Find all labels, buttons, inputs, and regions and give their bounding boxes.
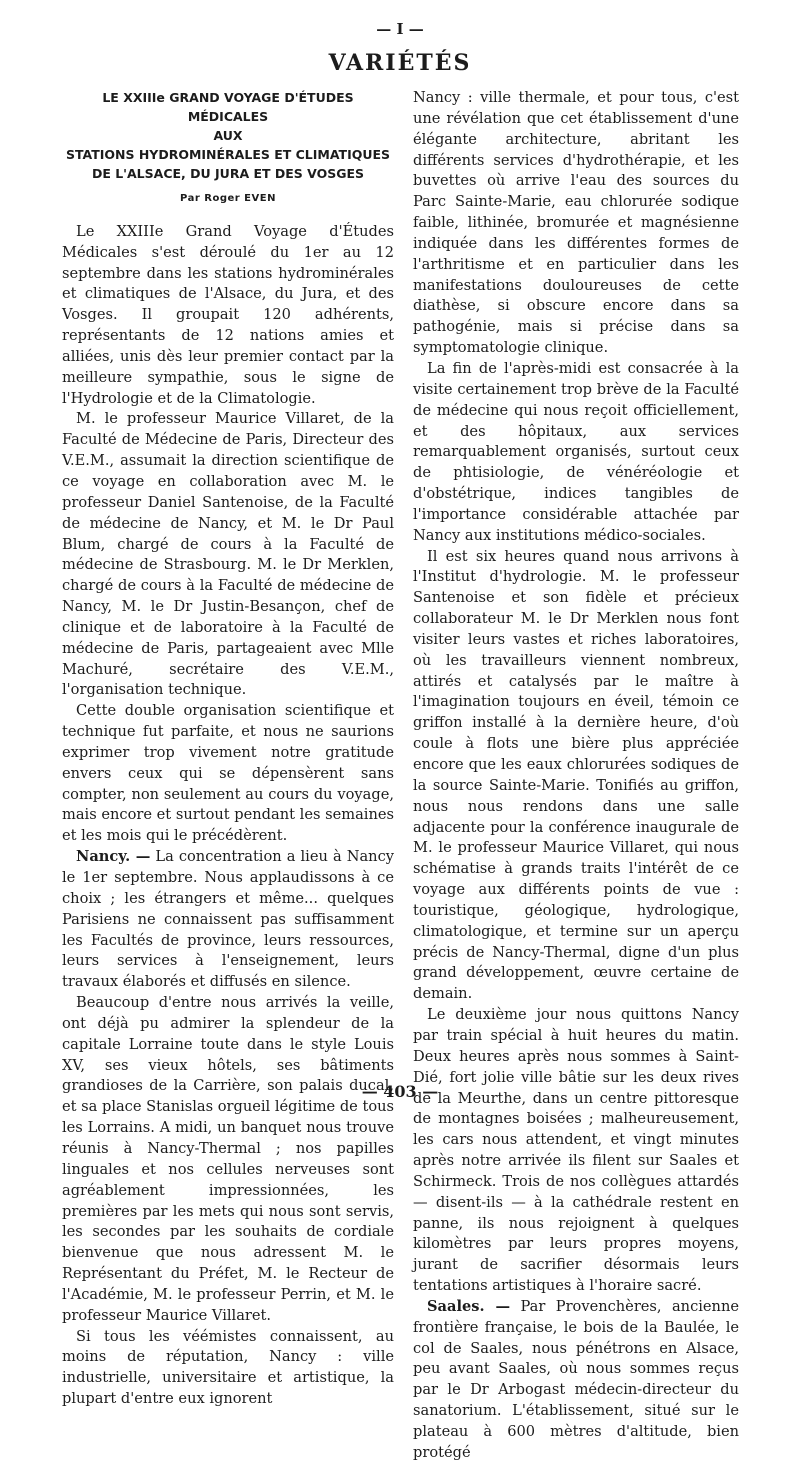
right-column	[413, 88, 739, 1464]
title-line-1: LE XXIIIe GRAND VOYAGE D'ÉTUDES MÉDICALES	[102, 90, 354, 124]
paragraph: Le XXIIIe Grand Voyage d'Études Médicales s'est déroulé du 1er au 12 septembre dans les stations hydrominérales et climatiques de l'Alsace, du Jura, et des Vosges. Il groupait 120 adhérents, représentants de 12 nations amies et alliées, unis dès leur premier contact par la meilleure sympathie, sous le signe de l'Hydrologie et de la Climatologie.	[62, 222, 394, 407]
paragraph-text: La concentration a lieu à Nancy le 1er septembre. Nous applaudissons à ce choix ; les étrangers et même... quelques Parisiens ne connaissent pas suffisamment les Facultés de province, leurs ressources, leurs services à l'enseignement, leurs travaux élaborés et diffusés en silence.	[62, 848, 395, 991]
paragraph-nancy	[62, 847, 394, 993]
run-in-heading-saales: Saales. —	[427, 1297, 511, 1315]
paragraph: Cette double organisation scientifique et technique fut parfaite, et nous ne saurions exprimer trop vivement notre gratitude envers ceux qui se dépensèrent sans compter, non seulement au cours du voyage, mais encore et surtout pendant les semaines et les mois qui le précédèrent.	[62, 702, 394, 845]
run-in-heading-nancy: Nancy. —	[76, 848, 151, 866]
article-title	[62, 88, 394, 183]
roman-page-marker: — I —	[376, 20, 424, 38]
paragraph: Beaucoup d'entre nous arrivés la veille, ont déjà pu admirer la splendeur de la capitale Lorraine toute dans le style Louis XV, ses vieux hôtels, ses bâtiments grandioses de la Carrière, son palais ducal, et sa place Stanislas orgueil légitime de tous les Lorrains. A midi, un banquet nous trouve réunis à Nancy-Thermal ; nos papilles linguales et nos cellules nerveuses sont agréablement impressionnées, les premières par les mets qui nous sont servis, les secondes par les souhaits de cordiale bienvenue que nous adressent M. le Représentant du Préfet, M. le Recteur de l'Académie, M. le professeur Perrin, et M. le professeur Maurice Villaret.	[62, 994, 394, 1324]
paragraph: Il est six heures quand nous arrivons à l'Institut d'hydrologie. M. le professeur Santenoise et son fidèle et précieux collaborateur M. le Dr Merklen nous font visiter leurs vastes et riches laboratoires, où les travailleurs viennent nombreux, attirés et catalysés par le maître à l'imagination toujours en éveil, témoin ce griffon installé à la dernière heure, d'où coule à flots une bière plus appréciée encore que les eaux chlorurées sodiques de la source Sainte-Marie. Tonifiés au griffon, nous nous rendons dans une salle adjacente pour la conférence inaugurale de M. le professeur Maurice Villaret, qui nous schématise à grands traits l'intérêt de ce voyage aux différents points de vue : touristique, géologique, hydrologique, climatologique, et termine sur un aperçu précis de Nancy-Thermal, digne d'un plus grand développement, œuvre certaine de demain.	[413, 547, 739, 1003]
title-line-3: STATIONS HYDROMINÉRALES ET CLIMATIQUES	[65, 147, 391, 162]
page-number: — 403 —	[361, 1082, 439, 1101]
paragraph-saales	[413, 1297, 739, 1464]
paragraph-text: Par Provenchères, ancienne frontière française, le bois de la Baulée, le col de Saales, nous pénétrons en Alsace, peu avant Saales, où nous sommes reçus par le Dr Arbogast médecin-directeur du sanatorium. L'établissement, situé sur le plateau à 600 mètres d'altitude, bien protégé	[413, 1297, 739, 1461]
paragraph: La fin de l'après-midi est consacrée à la visite certainement trop brève de la Faculté de médecine qui nous reçoit officiellement, et des hôpitaux, aux services remarquablement organisés, surtout ceux de phtisiologie, de vénéréologie et d'obstétrique, indices tangibles de l'importance considérable attachée par Nancy aux institutions médico-sociales.	[413, 359, 739, 544]
paragraph: M. le professeur Maurice Villaret, de la Faculté de Médecine de Paris, Directeur des V.E.M., assumait la direction scientifique de ce voyage en collaboration avec M. le professeur Daniel Santenoise, de la Faculté de médecine de Nancy, et M. le Dr Paul Blum, chargé de cours à la Faculté de médecine de Strasbourg. M. le Dr Merklen, chargé de cours à la Faculté de médecine de Nancy, M. le Dr Justin-Besançon, chef de clinique et de laboratoire à la Faculté de médecine de Paris, partageaient avec Mlle Machuré, secrétaire des V.E.M., l'organisation technique.	[62, 410, 394, 699]
paragraph: Le deuxième jour nous quittons Nancy par train spécial à huit heures du matin. Deux heures après nous sommes à Saint-Dié, fort jolie ville bâtie sur les deux rives de la Meurthe, dans un centre pittoresque de montagnes boisées ; malheureusement, les cars nous attendent, et vingt minutes après notre arrivée ils filent sur Saales et Schirmeck. Trois de nos collègues attardés — disent-ils — à la cathédrale restent en panne, ils nous rejoignent à quelques kilomètres par leurs propres moyens, jurant de sacrifier désormais leurs tentations artistiques à l'horaire sacré.	[413, 1006, 739, 1295]
left-column	[62, 88, 394, 1410]
paragraph: Si tous les véémistes connaissent, au moins de réputation, Nancy : ville industrielle, universitaire et artistique, la plupart d'entre eux ignorent	[62, 1327, 394, 1408]
title-line-2: AUX	[213, 128, 243, 143]
byline: Par Roger EVEN	[180, 193, 276, 204]
title-line-4: DE L'ALSACE, DU JURA ET DES VOSGES	[91, 166, 365, 181]
paragraph: Nancy : ville thermale, et pour tous, c'est une révélation que cet établissement d'une élégante architecture, abritant les différents services d'hydrothérapie, et les buvettes où arrive l'eau des sources du Parc Sainte-Marie, eau chlorurée sodique faible, lithinée, bromurée et magnésienne indiquée dans les différentes formes de l'arthritisme et en particulier dans les manifestations douloureuses de cette diathèse, si obscure encore dans sa pathogénie, mais si précise dans sa symptomatologie clinique.	[413, 89, 739, 357]
section-title: VARIÉTÉS	[328, 50, 472, 76]
